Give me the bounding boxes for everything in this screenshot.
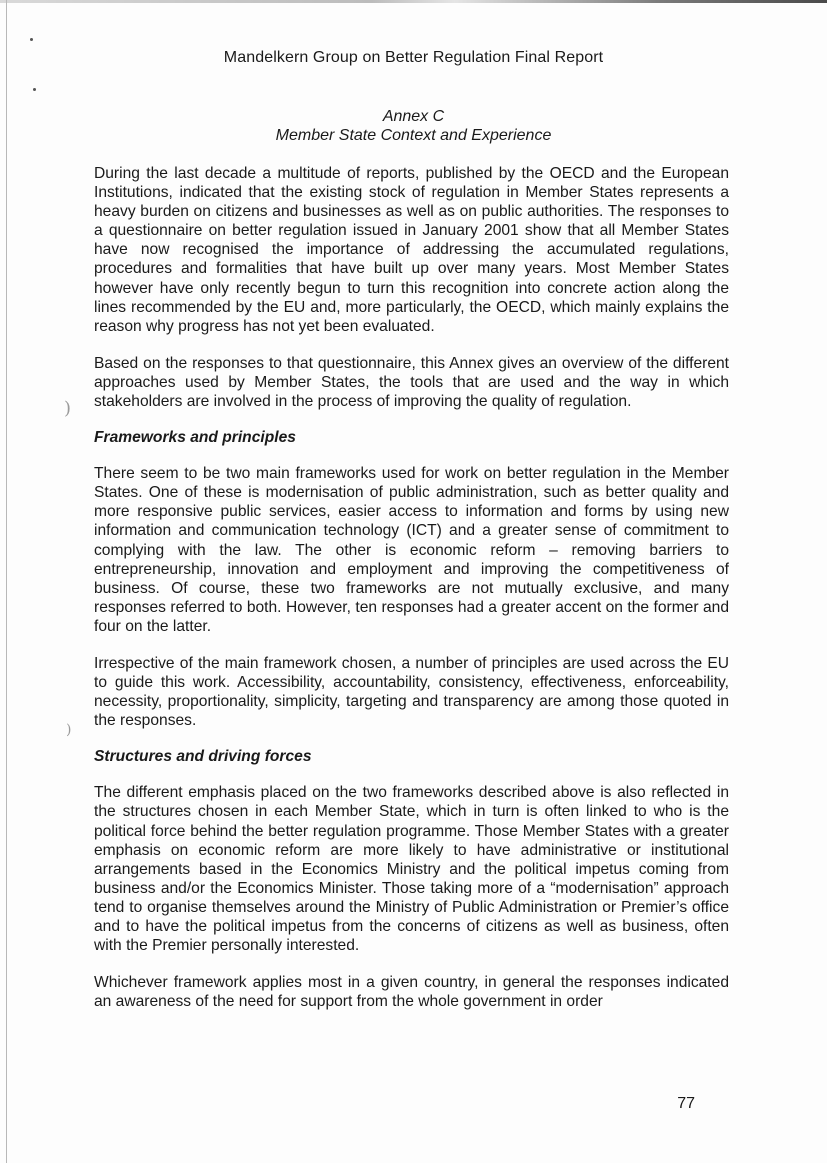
scan-speck (30, 38, 33, 41)
paragraph-structures: The different emphasis placed on the two frameworks described above is also reflected in the structures chosen in each Member State, which in turn is often linked to who is the political force behind the better regulation programme. Those Member States with a greater emphasis on economic reform are more likely to have administrative or institutional arrangements based in the Economics Ministry and the political impetus coming from business and/or the Economics Minister. Those taking more of a “modernisation” approach tend to organise themselves around the Ministry of Public Administration or Premier’s office and to have the political impetus from the concerns of citizens as well as business, often with the Premier personally interested. (94, 784, 729, 955)
section-heading-frameworks: Frameworks and principles (94, 429, 296, 447)
annex-label: Annex C (382, 108, 445, 125)
paragraph-frameworks: There seem to be two main frameworks used for work on better regulation in the Member States. One of these is modernisation of public administration, such as better quality and more responsive public services, easier access to information and forms by using new information and communication technology (ICT) and a greater sense of commitment to complying with the law. The other is economic reform – removing barriers to entrepreneurship, innovation and employment and improving the competitiveness of business. Of course, these two frameworks are not mutually exclusive, and many responses referred to both. However, ten responses had a greater accent on the former and four on the latter. (94, 465, 729, 635)
section-heading-structures: Structures and driving forces (94, 748, 312, 766)
running-header: Mandelkern Group on Better Regulation Final Report (223, 49, 604, 66)
annex-heading (0, 107, 827, 145)
paragraph-whichever: Whichever framework applies most in a given country, in general the responses indicated an awareness of the need for support from the whole government in order (94, 974, 729, 1011)
page-number: 77 (677, 1095, 695, 1112)
annex-title: Member State Context and Experience (275, 127, 552, 144)
paragraph-principles: Irrespective of the main framework chosen, a number of principles are used across the EU to guide this work. Accessibility, accountability, consistency, effectiveness, enforceability, necessity, proportionality, simplicity, targeting and transparency are among those quoted in the responses. (94, 654, 729, 730)
scan-edge-top (0, 0, 827, 3)
body-text (94, 164, 729, 1029)
scan-speck (33, 88, 36, 91)
margin-bracket-mark: ) (66, 722, 72, 738)
paragraph-intro: During the last decade a multitude of reports, published by the OECD and the European Institutions, indicated that the existing stock of regulation in Member States represents a heavy burden on citizens and businesses as well as on public authorities. The responses to a questionnaire on better regulation issued in January 2001 show that all Member States have now recognised the importance of addressing the accumulated regulations, procedures and formalities that have built up over many years. Most Member States however have only recently begun to turn this recognition into concrete action along the lines recommended by the EU and, more particularly, the OECD, which mainly explains the reason why progress has not yet been evaluated. (94, 165, 729, 335)
paragraph-overview: Based on the responses to that questionnaire, this Annex gives an overview of the different approaches used by Member States, the tools that are used and the way in which stakeholders are involved in the process of improving the quality of regulation. (94, 354, 729, 411)
margin-bracket-mark: ) (64, 398, 72, 419)
scan-edge-left (6, 0, 7, 1163)
